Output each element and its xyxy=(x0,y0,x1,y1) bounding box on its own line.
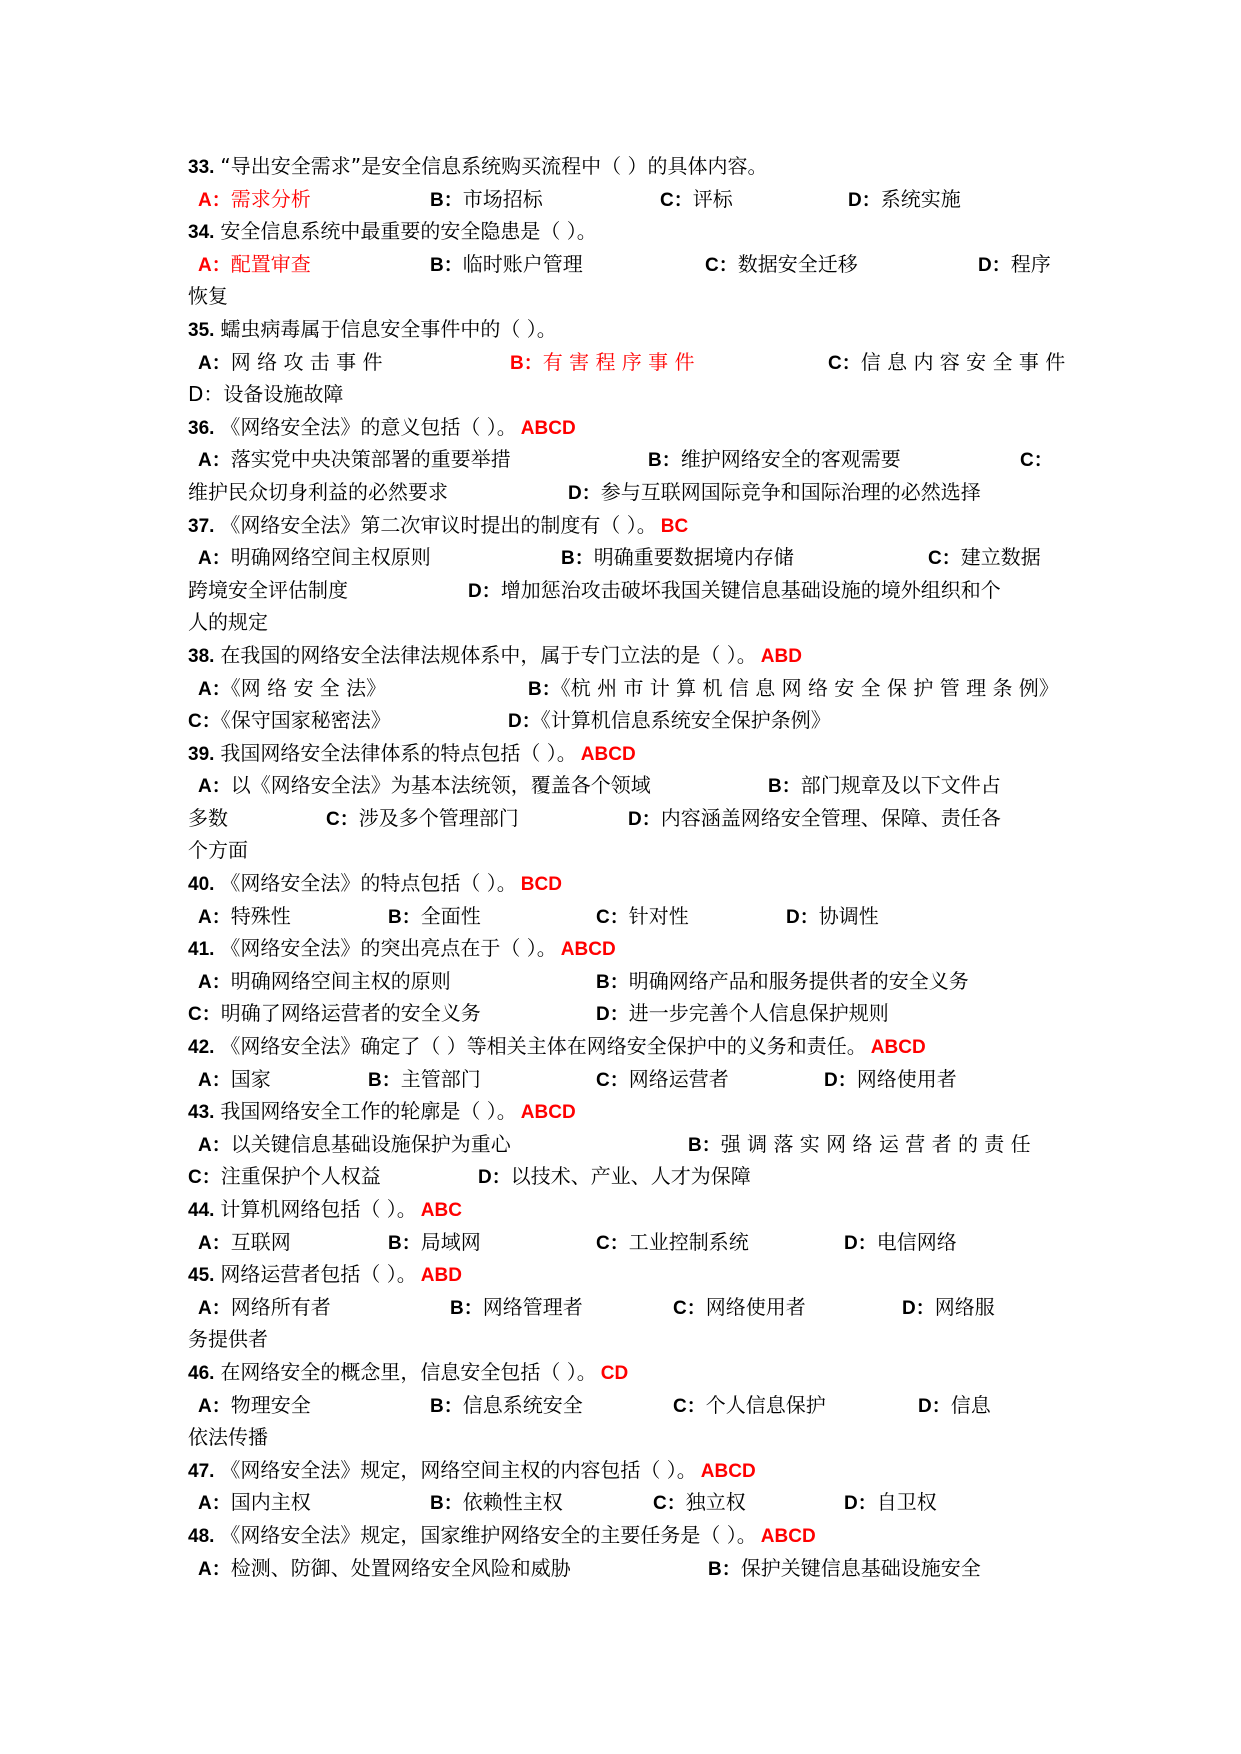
answer-key: ABCD xyxy=(760,1525,816,1547)
option xyxy=(508,704,831,739)
options-line xyxy=(188,1486,1068,1519)
option-text: 进一步完善个人信息保护规则 xyxy=(628,1001,889,1026)
option xyxy=(468,574,1001,609)
option-text: 全面性 xyxy=(420,903,481,928)
option-letter: B： xyxy=(648,450,681,472)
option xyxy=(188,997,481,1032)
option xyxy=(188,802,228,835)
option-text: 网络使用者 xyxy=(705,1294,806,1319)
question-text: 《网络安全法》规定，网络空间主权的内容包括（ ）。 xyxy=(220,1457,697,1482)
option xyxy=(198,1486,311,1521)
option xyxy=(660,183,733,218)
option xyxy=(430,1389,583,1424)
option-text: 涉及多个管理部门 xyxy=(358,805,519,830)
option xyxy=(368,1063,481,1098)
option-letter: A： xyxy=(198,548,231,570)
option-letter: A： xyxy=(198,352,231,374)
option-text: 评标 xyxy=(692,186,733,211)
option xyxy=(648,443,901,478)
option-letter: C： xyxy=(1020,450,1053,472)
question-line xyxy=(188,411,1068,444)
question-line xyxy=(188,639,1068,672)
option-letter: C： xyxy=(828,352,861,374)
option-letter: C： xyxy=(705,254,738,276)
option xyxy=(568,476,981,511)
option-letter: B： xyxy=(708,1558,741,1580)
options-line xyxy=(188,248,1068,281)
option-text: 国家 xyxy=(230,1066,271,1091)
options-line xyxy=(188,1063,1068,1096)
option-letter: A： xyxy=(198,1134,231,1156)
option-text: 网络运营者 xyxy=(628,1066,729,1091)
option-letter: C： xyxy=(596,906,629,928)
question-number: 45. xyxy=(188,1265,215,1287)
options-line xyxy=(188,997,1068,1030)
option xyxy=(198,1389,311,1424)
option xyxy=(198,1063,271,1098)
option xyxy=(198,443,511,478)
question-text: 《网络安全法》确定了（ ）等相关主体在网络安全保护中的义务和责任。 xyxy=(220,1034,867,1059)
question-number: 39. xyxy=(188,743,215,765)
correct-option xyxy=(198,248,311,283)
option-text: 保护关键信息基础设施安全 xyxy=(740,1555,981,1580)
option xyxy=(596,1063,729,1098)
option-text: 部门规章及以下文件占 xyxy=(800,773,1001,798)
question-text: 在我国的网络安全法律法规体系中，属于专门立法的是（ ）。 xyxy=(220,642,757,667)
wrapped-text-line xyxy=(188,280,1068,313)
option-text: 落实党中央决策部署的重要举措 xyxy=(230,447,511,472)
option-text: 自卫权 xyxy=(876,1490,937,1515)
question-line xyxy=(188,509,1068,542)
option-text: 《杭 州 市 计 算 机 信 息 网 络 安 全 保 护 管 理 条 例》 xyxy=(560,675,1059,700)
option-letter: B： xyxy=(368,1069,401,1091)
option xyxy=(450,1291,583,1326)
option-text: 系统实施 xyxy=(880,186,961,211)
option-letter: B： xyxy=(430,254,463,276)
option xyxy=(430,248,583,283)
question-line xyxy=(188,1454,1068,1487)
option-letter: A： xyxy=(198,189,231,211)
options-line xyxy=(188,541,1068,574)
option-text: 特殊性 xyxy=(230,903,291,928)
option-text: 《网 络 安 全 法》 xyxy=(230,675,387,700)
option xyxy=(528,672,1059,707)
question-line xyxy=(188,1519,1068,1552)
option-letter: C： xyxy=(673,1297,706,1319)
option-letter: C： xyxy=(188,1167,221,1189)
option xyxy=(848,183,961,218)
question-line xyxy=(188,867,1068,900)
option-text: 内容涵盖网络安全管理、保障、责任各 xyxy=(660,805,1001,830)
options-line xyxy=(188,1160,1068,1193)
correct-option xyxy=(198,183,311,218)
options-line xyxy=(188,900,1068,933)
option-text: 有 害 程 序 事 件 xyxy=(542,349,695,374)
option-text: 国内主权 xyxy=(230,1490,311,1515)
option xyxy=(596,900,689,935)
option xyxy=(188,1160,381,1195)
option-text: 网 络 攻 击 事 件 xyxy=(230,349,383,374)
option-text: 以技术、产业、人才为保障 xyxy=(510,1164,751,1189)
option-letter: D： xyxy=(468,580,501,602)
question-text: 安全信息系统中最重要的安全隐患是（ ）。 xyxy=(220,219,597,244)
options-line xyxy=(188,1226,1068,1259)
wrapped-text: 个方面 xyxy=(188,838,248,863)
option-letter: A： xyxy=(198,254,231,276)
question-line xyxy=(188,1030,1068,1063)
option xyxy=(188,476,448,509)
wrapped-text-line xyxy=(188,378,1068,411)
option-text: 明确网络空间主权的原则 xyxy=(230,968,451,993)
question-line xyxy=(188,1193,1068,1226)
option xyxy=(198,541,431,576)
option-letter: B： xyxy=(688,1134,721,1156)
option-letter: C： xyxy=(188,1004,221,1026)
option xyxy=(844,1486,937,1521)
options-line xyxy=(188,183,1068,216)
option-text: 网络服 xyxy=(934,1294,995,1319)
question-number: 37. xyxy=(188,515,215,537)
wrapped-text: D：设备设施故障 xyxy=(188,382,344,407)
option-text: 需求分析 xyxy=(230,186,311,211)
question-text: 在网络安全的概念里，信息安全包括（ ）。 xyxy=(220,1359,597,1384)
wrapped-text-line xyxy=(188,606,1068,639)
option-text: 针对性 xyxy=(628,903,689,928)
option xyxy=(188,704,391,739)
option-text: 增加惩治攻击破坏我国关键信息基础设施的境外组织和个 xyxy=(500,577,1001,602)
option xyxy=(388,1226,481,1261)
option xyxy=(198,1128,511,1163)
option-text: 跨境安全评估制度 xyxy=(188,577,348,602)
option-letter: A： xyxy=(198,450,231,472)
option-letter: B： xyxy=(528,678,561,700)
option xyxy=(430,1486,563,1521)
question-line xyxy=(188,1258,1068,1291)
option xyxy=(653,1486,746,1521)
answer-key: ABC xyxy=(420,1200,462,1221)
option-letter: D： xyxy=(848,189,881,211)
option xyxy=(673,1291,806,1326)
option-text: 电信网络 xyxy=(876,1229,957,1254)
options-line xyxy=(188,443,1068,476)
option-letter: D： xyxy=(568,482,601,504)
option-letter: D： xyxy=(508,711,541,733)
option-text: 检测、防御、处置网络安全风险和威胁 xyxy=(230,1555,571,1580)
option-text: 多数 xyxy=(188,805,228,830)
option xyxy=(198,1226,291,1261)
option-text: 以《网络安全法》为基本法统领，覆盖各个领域 xyxy=(230,773,651,798)
option-text: 《保守国家秘密法》 xyxy=(220,708,391,733)
question-line xyxy=(188,1356,1068,1389)
option-text: 强 调 落 实 网 络 运 营 者 的 责 任 xyxy=(720,1131,1031,1156)
option-text: 《计算机信息系统安全保护条例》 xyxy=(540,708,831,733)
answer-key: ABCD xyxy=(560,939,616,961)
wrapped-text-line xyxy=(188,1421,1068,1454)
option xyxy=(198,900,291,935)
option-text: 明确了网络运营者的安全义务 xyxy=(220,1001,481,1026)
option-text: 建立数据 xyxy=(960,545,1041,570)
option xyxy=(188,574,348,607)
option xyxy=(198,1552,571,1587)
question-text: 《网络安全法》的特点包括（ ）。 xyxy=(220,871,517,896)
question-text: 蠕虫病毒属于信息安全事件中的（ ）。 xyxy=(220,316,557,341)
option-text: 信 息 内 容 安 全 事 件 xyxy=(860,349,1066,374)
option xyxy=(561,541,794,576)
option-text: 明确网络产品和服务提供者的安全义务 xyxy=(628,968,969,993)
option-letter: A： xyxy=(198,776,231,798)
option-text: 网络管理者 xyxy=(482,1294,583,1319)
question-text: 我国网络安全工作的轮廓是（ ）。 xyxy=(220,1099,517,1124)
answer-key: BCD xyxy=(520,874,562,896)
option-text: 程序 xyxy=(1010,251,1051,276)
option-letter: C： xyxy=(596,1232,629,1254)
answer-key: ABD xyxy=(760,645,802,667)
option-letter: D： xyxy=(978,254,1011,276)
question-number: 41. xyxy=(188,939,215,961)
option-text: 信息 xyxy=(950,1392,991,1417)
option-letter: B： xyxy=(561,548,594,570)
question-text: 《网络安全法》的意义包括（ ）。 xyxy=(220,414,517,439)
option xyxy=(596,1226,749,1261)
options-line xyxy=(188,769,1068,802)
option-letter: C： xyxy=(653,1493,686,1515)
option xyxy=(768,769,1001,804)
question-text: 《网络安全法》第二次审议时提出的制度有（ ）。 xyxy=(220,512,657,537)
option-letter: B： xyxy=(430,1395,463,1417)
question-line xyxy=(188,932,1068,965)
option-letter: A： xyxy=(198,1493,231,1515)
option xyxy=(708,1552,981,1587)
option-text: 工业控制系统 xyxy=(628,1229,749,1254)
option-letter: A： xyxy=(198,1232,231,1254)
answer-key: ABD xyxy=(420,1265,462,1287)
question-line xyxy=(188,215,1068,248)
wrapped-text: 务提供者 xyxy=(188,1327,268,1352)
option-text: 以关键信息基础设施保护为重心 xyxy=(230,1131,511,1156)
options-line xyxy=(188,965,1068,998)
question-text: 网络运营者包括（ ）。 xyxy=(220,1262,417,1287)
answer-key: BC xyxy=(660,515,689,537)
correct-option xyxy=(510,346,695,381)
option-text: 物理安全 xyxy=(230,1392,311,1417)
option xyxy=(828,346,1065,381)
option-letter: B： xyxy=(430,1493,463,1515)
question-line xyxy=(188,313,1068,346)
option xyxy=(688,1128,1031,1163)
option xyxy=(596,965,969,1000)
options-line xyxy=(188,1128,1068,1161)
option-text: 维护网络安全的客观需要 xyxy=(680,447,901,472)
option-text: 注重保护个人权益 xyxy=(220,1164,381,1189)
option-text: 主管部门 xyxy=(400,1066,481,1091)
option-letter: D： xyxy=(918,1395,951,1417)
options-line xyxy=(188,1389,1068,1422)
option-text: 互联网 xyxy=(230,1229,291,1254)
option xyxy=(388,900,481,935)
option-letter: A： xyxy=(198,1069,231,1091)
option xyxy=(198,346,383,381)
question-number: 48. xyxy=(188,1525,215,1547)
option xyxy=(596,997,889,1032)
option-letter: C： xyxy=(596,1069,629,1091)
option-text: 独立权 xyxy=(685,1490,746,1515)
option-text: 协调性 xyxy=(818,903,879,928)
option-text: 依赖性主权 xyxy=(462,1490,563,1515)
option xyxy=(1020,443,1053,478)
option xyxy=(628,802,1001,837)
option xyxy=(928,541,1041,576)
option xyxy=(705,248,858,283)
option-text: 维护民众切身利益的必然要求 xyxy=(188,479,448,504)
option-letter: D： xyxy=(902,1297,935,1319)
options-line xyxy=(188,704,1068,737)
question-text: 计算机网络包括（ ）。 xyxy=(220,1197,417,1221)
option-letter: A： xyxy=(198,971,231,993)
option-letter: A： xyxy=(198,1395,231,1417)
question-number: 44. xyxy=(188,1200,215,1221)
option-letter: C： xyxy=(188,711,221,733)
option xyxy=(198,769,651,804)
wrapped-text-line xyxy=(188,834,1068,867)
option-text: 个人信息保护 xyxy=(705,1392,826,1417)
options-line xyxy=(188,346,1068,379)
option-letter: B： xyxy=(388,1232,421,1254)
option-letter: B： xyxy=(510,352,543,374)
wrapped-text-line xyxy=(188,1323,1068,1356)
options-line xyxy=(188,672,1068,705)
option-letter: D： xyxy=(596,1004,629,1026)
option-text: 网络所有者 xyxy=(230,1294,331,1319)
option-letter: C： xyxy=(673,1395,706,1417)
question-number: 40. xyxy=(188,874,215,896)
option-letter: D： xyxy=(786,906,819,928)
wrapped-text: 人的规定 xyxy=(188,610,268,635)
option-letter: A： xyxy=(198,678,231,700)
question-number: 42. xyxy=(188,1037,215,1059)
question-number: 34. xyxy=(188,222,215,244)
option-letter: B： xyxy=(388,906,421,928)
question-number: 36. xyxy=(188,417,215,439)
option-text: 信息系统安全 xyxy=(462,1392,583,1417)
question-line xyxy=(188,1095,1068,1128)
option-letter: D： xyxy=(628,808,661,830)
question-number: 33. xyxy=(188,157,215,178)
option-letter: C： xyxy=(326,808,359,830)
options-line xyxy=(188,574,1068,607)
wrapped-text: 恢复 xyxy=(188,284,228,309)
option xyxy=(978,248,1051,283)
option-letter: D： xyxy=(824,1069,857,1091)
option-text: 明确网络空间主权原则 xyxy=(230,545,431,570)
option-letter: D： xyxy=(844,1493,877,1515)
answer-key: CD xyxy=(600,1362,629,1384)
option-letter: A： xyxy=(198,1558,231,1580)
question-number: 46. xyxy=(188,1362,215,1384)
option-text: 局域网 xyxy=(420,1229,481,1254)
option xyxy=(478,1160,751,1195)
question-text: 我国网络安全法律体系的特点包括（ ）。 xyxy=(220,740,577,765)
option xyxy=(198,965,451,1000)
question-number: 38. xyxy=(188,645,215,667)
option xyxy=(902,1291,995,1326)
answer-key: ABCD xyxy=(870,1037,926,1059)
question-text: “导出安全需求”是安全信息系统购买流程中（ ）的具体内容。 xyxy=(220,154,768,178)
option xyxy=(198,672,386,707)
question-line xyxy=(188,150,1068,183)
answer-key: ABCD xyxy=(700,1460,756,1482)
wrapped-text: 依法传播 xyxy=(188,1425,268,1450)
option xyxy=(673,1389,826,1424)
question-text: 《网络安全法》规定，国家维护网络安全的主要任务是（ ）。 xyxy=(220,1522,757,1547)
option xyxy=(786,900,879,935)
option xyxy=(430,183,543,218)
answer-key: ABCD xyxy=(580,743,636,765)
option-letter: B： xyxy=(430,189,463,211)
answer-key: ABCD xyxy=(520,417,576,439)
options-line xyxy=(188,802,1068,835)
option-letter: A： xyxy=(198,906,231,928)
question-number: 43. xyxy=(188,1102,215,1124)
option-letter: C： xyxy=(928,548,961,570)
option-text: 明确重要数据境内存储 xyxy=(593,545,794,570)
option-letter: B： xyxy=(450,1297,483,1319)
options-line xyxy=(188,476,1068,509)
option-letter: A： xyxy=(198,1297,231,1319)
option-letter: D： xyxy=(844,1232,877,1254)
option-letter: B： xyxy=(596,971,629,993)
option-text: 参与互联网国际竞争和国际治理的必然选择 xyxy=(600,479,981,504)
option xyxy=(326,802,519,837)
option-text: 临时账户管理 xyxy=(462,251,583,276)
question-number: 35. xyxy=(188,319,215,341)
option-text: 网络使用者 xyxy=(856,1066,957,1091)
option xyxy=(198,1291,331,1326)
option-text: 市场招标 xyxy=(462,186,543,211)
option xyxy=(918,1389,991,1424)
option-letter: C： xyxy=(660,189,693,211)
option-text: 配置审查 xyxy=(230,251,311,276)
options-line xyxy=(188,1552,1068,1585)
options-line xyxy=(188,1291,1068,1324)
option-letter: B： xyxy=(768,776,801,798)
option-letter: D： xyxy=(478,1167,511,1189)
option-text: 数据安全迁移 xyxy=(737,251,858,276)
question-line xyxy=(188,737,1068,770)
exam-page xyxy=(188,150,1068,1584)
option xyxy=(824,1063,957,1098)
option xyxy=(844,1226,957,1261)
answer-key: ABCD xyxy=(520,1102,576,1124)
question-number: 47. xyxy=(188,1460,215,1482)
question-text: 《网络安全法》的突出亮点在于（ ）。 xyxy=(220,936,557,961)
